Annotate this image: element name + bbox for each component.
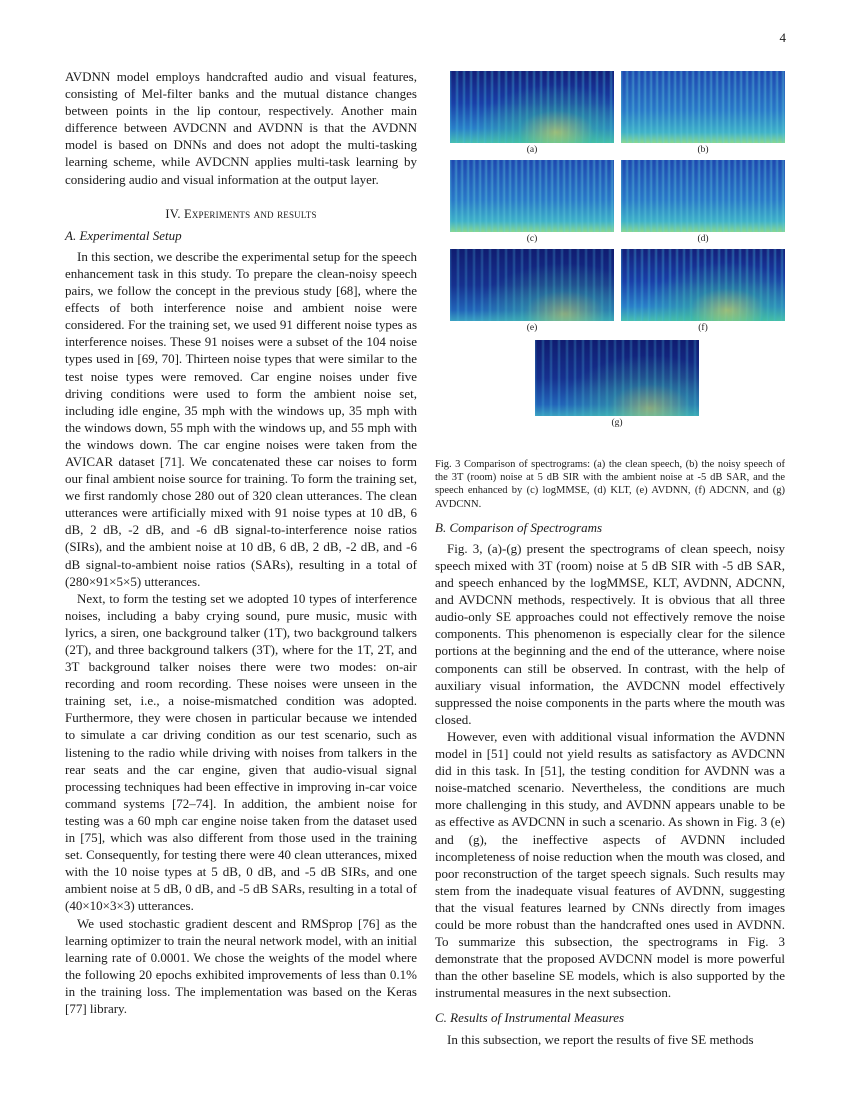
paragraph-avdnn-analysis: However, even with additional visual information the AVDNN model in [51] could not yield results as satisfactory as AVDCNN did in this task. In [51], the testing condition for AVDNN was a noise-matched scenario. Nevertheless, the conditions are much more challenging in this study, and AVDNN appears unable to be as effective as AVDCNN in such a scenario. As shown in Fig. 3 (e) and (g), the ineffective aspects of AVDNN included incompleteness of noise reduction when the mouth was closed, and poor reconstruction of the target speech signals. Such results may stem from the inadequate visual features of AVDNN, suggesting that the visual features learned by CNNs directly from images could be more robust than the handcrafted ones used in AVDNN. To summarize this subsection, the spectrograms in Fig. 3 demonstrate that the proposed AVDCNN model is more powerful than the other baseline SE models, which is also supported by the instrumental measures in the next subsection.	[435, 728, 785, 1001]
left-column	[65, 68, 417, 1017]
paragraph-instrumental: In this subsection, we report the results of five SE methods	[447, 1031, 754, 1047]
spectrogram-b	[621, 71, 785, 143]
figure-caption: Fig. 3 Comparison of spectrograms: (a) the clean speech, (b) the noisy speech of the 3T (room) noise at 5 dB SIR with the ambient noise at -5 dB SAR, and the speech enhanced by (c) logMMSE, (d) KLT, (e) AVDNN, (f) ADCNN, and (g) AVDCNN.	[435, 459, 785, 510]
spectrogram-e	[450, 249, 614, 321]
right-column	[435, 458, 785, 1048]
page-number: 4	[779, 30, 786, 45]
spectrogram-label: (b)	[697, 145, 709, 155]
spectrogram-f	[621, 249, 785, 321]
figure-spectrograms	[435, 68, 790, 430]
paragraph-spectrogram-comparison: Fig. 3, (a)-(g) present the spectrograms of clean speech, noisy speech mixed with 3T (room) noise at 5 dB SIR with -5 dB SAR, and speech enhanced by the logMMSE, KLT, AVDNN, ADCNN, and AVDCNN methods, respectively. It is obvious that all three audio-only SE approaches could not effectively remove the noise components. This phenomenon is especially clear for the silence portions at the beginning and the end of the utterance, where noise components can still be observed. In contrast, with the help of auxiliary visual information, the AVDCNN model effectively suppressed the noise components in the parts where the mouth was closed.	[435, 540, 785, 727]
spectrogram-label: (a)	[526, 145, 538, 155]
section-title: Experiments and results	[183, 206, 317, 221]
subsection-a-heading: A. Experimental Setup	[65, 227, 182, 243]
spectrogram-g	[535, 340, 699, 416]
paragraph-setup: In this section, we describe the experimental setup for the speech enhancement task in this study. To prepare the clean-noisy speech pairs, we follow the concept in the previous study [68], where the effects of both interference noise and ambient noise were considered. For the training set, we used 91 different noise types as interference noises. These 91 noises were a subset of the 104 noise types used in [69, 70]. Thirteen noise types that were similar to the test noise types were removed. Car engine noises under five driving conditions were used to form the ambient noise set, including idle engine, 35 mph with the windows up, 35 mph with the windows down, 55 mph with the windows up, and 55 mph with the windows down. The car engine noises were taken from the AVICAR dataset [71]. We concatenated these car noises to form our final ambient noise source for training. To form the training set, we first randomly chose 280 out of 320 clean utterances. The clean utterances were artificially mixed with 91 noise types at 10 dB, 6 dB, 2 dB, -2 dB, and -6 dB signal-to-interference noise ratios (SIRs), and the ambient noise at 10 dB, 6 dB, 2 dB, -2 dB, and -6 dB signal-to-ambient noise ratios (SARs), resulting in a total of (280×91×5×5) utterances.	[65, 248, 417, 589]
spectrogram-label: (g)	[611, 418, 623, 428]
spectrogram-c	[450, 160, 614, 232]
section-number: IV.	[165, 206, 181, 221]
paragraph-testing: Next, to form the testing set we adopted 10 types of interference noises, including a baby crying sound, pure music, music with lyrics, a siren, one background talker (1T), two background talkers (2T), and three background talkers (3T), where for the 1T, 2T, and 3T background talker noises there were two modes: on-air recording and room recording. These noises were unseen in the training set, i.e., a noise-mismatched condition was adopted. Furthermore, they were chosen in particular because we intended to simulate a car driving condition as our test scenario, such as listening to the radio while driving with noises from talkers in the rear seats and the car engine, given that audio-visual signal processing techniques had been effective in improving in-car voice command systems [72–74]. In addition, the ambient noise for testing was a 60 mph car engine noise taken from the dataset used in [75], which was also different from those used in the training set. Consequently, for testing there were 40 clean utterances, mixed with the 10 noise types at 5 dB, 0 dB, and -5 dB SIRs, and one ambient noise at 5 dB, 0 dB, and -5 dB SARs, resulting in a total of (40×10×3×3) utterances.	[65, 590, 417, 914]
section-heading	[65, 206, 417, 223]
spectrogram-label: (c)	[526, 234, 538, 244]
spectrogram-label: (f)	[698, 323, 708, 333]
paragraph-training: We used stochastic gradient descent and RMSprop [76] as the learning optimizer to train the neural network model, with an initial learning rate of 0.0001. We chose the weights of the model where the following 20 epochs exhibited improvements of less than 0.1% in the training loss. The implementation was based on the Keras [77] library.	[65, 915, 417, 1016]
spectrogram-label: (e)	[526, 323, 538, 333]
paragraph-intro: AVDNN model employs handcrafted audio and visual features, consisting of Mel-filter banks and the mutual distance changes between points in the lip contour, respectively. Another main difference between AVDCNN and AVDNN is that the AVDNN model is based on DNNs and does not adopt the multi-tasking learning scheme, while AVDCNN applies multi-task learning by considering audio and visual information at the output layer.	[65, 69, 417, 187]
subsection-b-heading: B. Comparison of Spectrograms	[435, 519, 603, 535]
spectrogram-a	[450, 71, 614, 143]
subsection-c-heading: C. Results of Instrumental Measures	[435, 1010, 625, 1026]
spectrogram-label: (d)	[697, 234, 709, 244]
spectrogram-d	[621, 160, 785, 232]
